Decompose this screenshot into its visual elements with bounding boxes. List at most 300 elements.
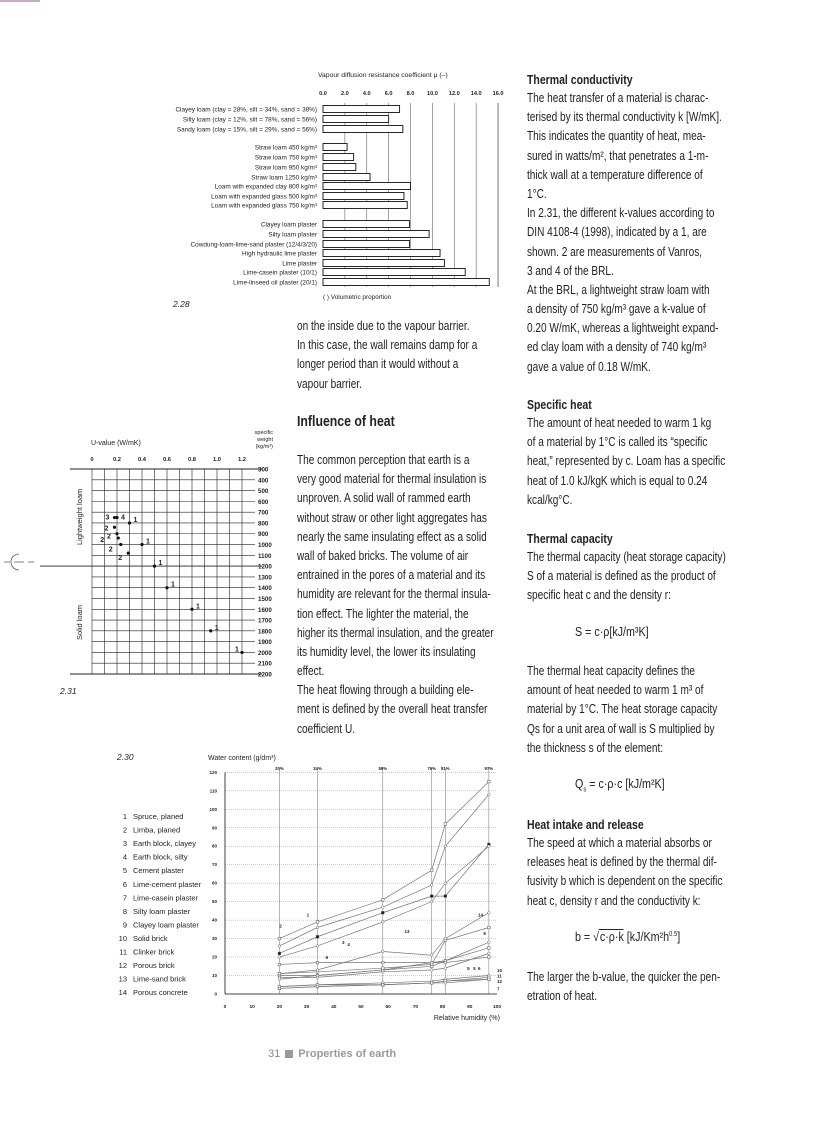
legend-number: 1 xyxy=(122,812,127,821)
heading-thermal-capacity: Thermal capacity xyxy=(527,531,613,546)
x-tick-label: 100 xyxy=(492,1005,502,1010)
legend-label: Spruce, planed xyxy=(133,812,184,821)
series-marker xyxy=(444,845,447,848)
series-annotation: 11 xyxy=(497,973,502,979)
series-marker xyxy=(278,945,281,948)
legend-number: 11 xyxy=(119,947,127,957)
text-line: At the BRL, a lightweight straw loam with xyxy=(527,282,710,297)
series-marker xyxy=(381,911,384,914)
series-marker xyxy=(488,780,491,783)
text-line: S of a material is defined as the product of xyxy=(527,569,716,584)
series-marker xyxy=(316,926,319,929)
series-annotation: 10 xyxy=(497,967,503,973)
y-tick-label: 90 xyxy=(211,825,217,831)
y-tick-label: 0 xyxy=(214,991,217,997)
data-point xyxy=(117,536,120,539)
y-axis-label: (kg/m³) xyxy=(255,444,273,450)
series-marker xyxy=(444,961,447,964)
series-annotation: 5 xyxy=(473,965,476,971)
series-marker xyxy=(316,985,319,988)
bar-label: Lime-casein plaster (10/1) xyxy=(243,269,317,277)
legend-number: 5 xyxy=(122,866,127,876)
formula-part: b = √ xyxy=(575,930,600,944)
heading-thermal-conductivity: Thermal conductivity xyxy=(527,72,633,87)
x-tick-label: 20 xyxy=(276,1005,283,1010)
text-line: 3 and 4 of the BRL. xyxy=(527,263,614,278)
text-line: of a material by 1°C is called its “specific xyxy=(527,435,708,450)
x-tick-label: 10 xyxy=(249,1005,255,1010)
bar xyxy=(323,164,356,171)
text-line: Qs for a unit area of wall is S multiplied by xyxy=(527,721,715,736)
series-marker xyxy=(444,895,447,898)
text-line: The larger the b-value, the quicker the pen- xyxy=(527,970,721,984)
x-tick-label: 0 xyxy=(90,457,94,463)
y-tick-label: 110 xyxy=(209,788,217,794)
chart-title: Vapour diffusion resistance coefficient μ (–) xyxy=(318,72,448,79)
data-point xyxy=(115,516,118,519)
text-line: The heat transfer of a material is charac- xyxy=(527,91,709,105)
y-tick-label: 40 xyxy=(211,917,217,923)
square-icon xyxy=(285,1050,293,1058)
bar xyxy=(323,106,400,113)
bar-label: Loam with expanded clay 800 kg/m³ xyxy=(214,183,317,191)
legend-label: Earth block, silty xyxy=(133,852,188,862)
text-line: terised by its thermal conductivity k [W/mK]. xyxy=(527,110,722,125)
bar xyxy=(323,154,354,161)
x-tick-label: 14.0 xyxy=(470,91,482,97)
text-line: The heat flowing through a building ele- xyxy=(297,683,474,698)
data-point xyxy=(113,526,116,529)
top-humidity-label: 20% xyxy=(275,766,284,771)
point-label: 1 xyxy=(235,646,239,654)
series-marker xyxy=(488,978,491,981)
y-tick-label: 2100 xyxy=(258,660,272,668)
formula-part: [kJ/Km²h xyxy=(623,930,670,944)
text-line: kcal/kg°C. xyxy=(527,492,573,507)
x-tick-label: 0.4 xyxy=(137,457,147,463)
text-line: the thickness s of the element: xyxy=(527,740,664,755)
text-line: The speed at which a material absorbs or xyxy=(527,836,712,850)
text-line: fusivity b which is dependent on the specific xyxy=(527,874,723,889)
legend-number: 14 xyxy=(118,988,127,998)
legend-number: 6 xyxy=(122,879,127,889)
bar-label: Silty loam (clay = 12%, silt = 78%, sand = 56%) xyxy=(182,116,317,124)
legend-label: Clinker brick xyxy=(133,947,175,957)
text-line: longer period than it would without a xyxy=(297,357,459,372)
heading-influence-of-heat: Influence of heat xyxy=(297,413,395,430)
series-marker xyxy=(488,926,491,929)
y-tick-label: 300 xyxy=(258,466,269,474)
x-tick-label: 70 xyxy=(412,1005,419,1010)
formula-thermal-diffusivity xyxy=(575,930,680,944)
text-line: a density of 750 kg/m³ gave a k-value of xyxy=(527,302,706,317)
series-marker xyxy=(444,937,447,940)
legend-label: Lime-cement plaster xyxy=(133,879,201,889)
bar-label: Loam with expanded glass 750 kg/m³ xyxy=(211,202,317,210)
series-annotation: 3 xyxy=(341,940,345,946)
series-marker xyxy=(316,935,319,938)
bar-label: Clayey loam plaster xyxy=(260,221,317,229)
text-line: specific heat c and the density r: xyxy=(527,588,671,603)
series-marker xyxy=(444,823,447,826)
legend-label: Silty loam plaster xyxy=(133,906,191,916)
x-tick-label: 0.2 xyxy=(112,457,122,463)
data-point xyxy=(115,532,118,535)
point-label: 1 xyxy=(196,603,200,611)
series-marker xyxy=(278,987,281,990)
text-line: heat of 1.0 kJ/kgK which is equal to 0.24 xyxy=(527,473,708,488)
bar-label: Straw loam 1250 kg/m³ xyxy=(251,174,317,182)
y-tick-label: 1400 xyxy=(258,585,272,593)
text-line: etration of heat. xyxy=(527,989,598,1004)
text-line: without straw or other light aggregates has xyxy=(297,510,487,525)
x-tick-label: 4.0 xyxy=(362,91,371,97)
legend-label: Porous concrete xyxy=(133,988,188,998)
x-tick-label: 40 xyxy=(331,1005,337,1010)
bar xyxy=(323,183,411,190)
y-tick-label: 600 xyxy=(258,498,269,506)
series-marker xyxy=(381,921,384,924)
bar-label: Loam with expanded glass 500 kg/m³ xyxy=(211,193,317,201)
bar-label: Lime plaster xyxy=(282,260,317,268)
formula-subscript: s xyxy=(583,786,587,794)
series-marker xyxy=(430,961,433,964)
bar-label: Straw loam 950 kg/m³ xyxy=(254,164,317,172)
series-annotation: 12 xyxy=(497,978,503,984)
x-tick-label: 16.0 xyxy=(492,91,504,97)
series-marker xyxy=(316,945,319,948)
top-humidity-label: 76% xyxy=(427,766,437,771)
bar-label: Straw loam 450 kg/m³ xyxy=(254,144,317,152)
formula-root: c·ρ·k xyxy=(599,930,624,944)
text-line: heat,” represented by c. Loam has a specific xyxy=(527,454,726,469)
legend-number: 10 xyxy=(118,933,127,943)
series-marker xyxy=(444,882,447,885)
series-marker xyxy=(430,969,433,972)
bar xyxy=(323,174,370,181)
legend-label: Lime-casein plaster xyxy=(133,893,199,903)
legend-label: Limba, planed xyxy=(133,825,181,835)
x-tick-label: 1.0 xyxy=(212,457,222,463)
paragraph-thermal-capacity xyxy=(527,548,726,606)
x-tick-label: 1.2 xyxy=(237,457,247,463)
data-point xyxy=(128,521,131,524)
bar xyxy=(323,250,440,257)
series-annotation: 14 xyxy=(477,912,483,918)
series-marker xyxy=(381,906,384,909)
series-marker xyxy=(278,963,281,966)
x-tick-label: 10.0 xyxy=(426,91,438,97)
series-marker xyxy=(444,982,447,985)
point-label: 1 xyxy=(146,538,150,546)
series-marker xyxy=(278,937,281,940)
figure-number: 2.31 xyxy=(60,686,77,696)
x-tick-label: 80 xyxy=(439,1005,446,1010)
text-line: on the inside due to the vapour barrier. xyxy=(297,319,470,333)
point-label: 1 xyxy=(171,581,175,589)
figure-number: 2.28 xyxy=(173,299,190,309)
zone-label-lightweight: Lightweight loam xyxy=(75,488,84,545)
x-tick-label: 0.0 xyxy=(319,91,327,97)
series-annotation: 6 xyxy=(325,954,329,960)
text-line: In 2.31, the different k-values according to xyxy=(527,206,715,221)
point-label: 1 xyxy=(214,624,219,632)
legend-label: Solid brick xyxy=(133,933,168,943)
series-annotation: 7 xyxy=(497,986,500,992)
bar xyxy=(323,193,404,200)
series-line xyxy=(279,795,488,946)
legend-label: Clayey loam plaster xyxy=(133,920,199,930)
bar xyxy=(323,202,407,209)
page-footer xyxy=(268,1048,396,1060)
y-tick-label: 30 xyxy=(211,936,217,942)
bar xyxy=(323,221,409,228)
data-point xyxy=(209,629,212,632)
series-annotation: 1 xyxy=(306,912,310,918)
top-humidity-label: 81% xyxy=(441,766,450,771)
series-marker xyxy=(278,972,281,975)
point-label: 4 xyxy=(121,514,125,522)
y-tick-label: 50 xyxy=(211,899,217,905)
x-tick-label: 50 xyxy=(358,1005,364,1010)
series-marker xyxy=(430,869,433,872)
text-line: vapour barrier. xyxy=(297,376,362,391)
series-marker xyxy=(381,961,384,964)
text-line: entrained in the pores of a material and its xyxy=(297,568,486,583)
data-point xyxy=(240,651,243,654)
bar xyxy=(323,241,409,248)
text-line: 0.20 W/mK, whereas a lightweight expand- xyxy=(527,321,719,336)
text-line: material by 1°C. The heat storage capacity xyxy=(527,702,718,717)
data-point xyxy=(153,565,156,568)
text-line: effect. xyxy=(297,664,325,679)
legend-label: Porous brick xyxy=(133,961,175,971)
series-marker xyxy=(488,956,491,959)
series-marker xyxy=(430,884,433,887)
series-annotation: 4 xyxy=(347,941,350,947)
series-annotation: 6 xyxy=(477,965,481,971)
series-marker xyxy=(444,967,447,970)
formula-part: Q xyxy=(575,777,584,791)
formula-heat-storage xyxy=(575,777,665,794)
top-humidity-label: 34% xyxy=(313,766,322,771)
series-marker xyxy=(381,967,384,970)
point-label: 1 xyxy=(133,516,138,524)
figure-note: ( ) Volumetric proportion xyxy=(323,294,392,301)
series-marker xyxy=(430,954,433,957)
bar xyxy=(323,231,429,238)
text-line: The thermal heat capacity defines the xyxy=(527,664,696,678)
text-line: sured in watts/m², that penetrates a 1-m- xyxy=(527,148,709,163)
text-line: coefficient U. xyxy=(297,721,356,736)
series-marker xyxy=(316,961,319,964)
series-marker xyxy=(278,978,281,981)
series-marker xyxy=(316,921,319,924)
legend-number: 3 xyxy=(122,839,127,849)
paragraph-specific-heat xyxy=(527,414,725,510)
series-marker xyxy=(381,899,384,902)
y-tick-label: 1700 xyxy=(258,617,272,625)
formula-part: = c·ρ·c [kJ/m²K] xyxy=(586,777,665,791)
data-point xyxy=(127,552,130,555)
series-marker xyxy=(381,950,384,953)
legend-number: 7 xyxy=(122,893,127,903)
x-tick-label: 12.0 xyxy=(448,91,460,97)
x-tick-label: 0.6 xyxy=(162,457,172,463)
series-marker xyxy=(488,947,491,950)
text-line: This indicates the quantity of heat, mea- xyxy=(527,129,706,144)
point-label: 2 xyxy=(107,533,111,541)
legend-number: 9 xyxy=(122,920,127,930)
legend-number: 13 xyxy=(118,974,127,984)
section-title: Properties of earth xyxy=(298,1048,397,1060)
heading-heat-intake: Heat intake and release xyxy=(527,817,644,832)
x-tick-label: 60 xyxy=(385,1005,391,1010)
legend-number: 2 xyxy=(122,825,127,835)
series-annotation: 9 xyxy=(483,930,486,936)
text-line: its humidity level, the lower its insulating xyxy=(297,644,476,659)
bar-label: Lime-linseed oil plaster (20/1) xyxy=(233,279,317,287)
y-tick-label: 2200 xyxy=(258,671,272,679)
series-annotation: 13 xyxy=(404,929,410,935)
data-point xyxy=(190,608,193,611)
bar xyxy=(323,144,347,151)
text-line: amount of heat needed to warm 1 m³ of xyxy=(527,683,704,698)
data-point xyxy=(140,543,143,546)
top-humidity-label: 97% xyxy=(484,766,494,771)
series-marker xyxy=(316,969,319,972)
legend-label: Lime-sand brick xyxy=(133,974,186,984)
y-axis-label: weight xyxy=(257,437,273,443)
heading-specific-heat: Specific heat xyxy=(527,397,592,412)
series-marker xyxy=(488,911,491,914)
text-line: heat c, density r and the conductivity k: xyxy=(527,893,701,908)
y-tick-label: 1000 xyxy=(258,542,272,550)
series-marker xyxy=(488,793,491,796)
x-tick-label: 0 xyxy=(223,1005,227,1010)
y-tick-label: 1100 xyxy=(258,552,272,560)
bar xyxy=(323,279,489,286)
point-label: 1 xyxy=(158,560,163,568)
y-tick-label: 80 xyxy=(211,843,217,849)
text-line: thick wall at a temperature difference of xyxy=(527,167,703,182)
bar-label: Sandy loam (clay = 15%, silt = 29%, sand = 56%) xyxy=(176,126,317,134)
text-line: 1°C. xyxy=(527,186,547,201)
legend-label: Cement plaster xyxy=(133,866,184,876)
paragraph-thermal-conductivity xyxy=(527,89,722,377)
text-line: wall of baked bricks. The volume of air xyxy=(297,548,469,563)
legend-number: 8 xyxy=(122,906,127,916)
bar xyxy=(323,126,403,133)
formula-superscript: 0.5 xyxy=(669,930,678,938)
bar-label: Silty loam plaster xyxy=(268,231,317,239)
bar-label: High hydraulic lime plaster xyxy=(242,250,317,258)
text-line: The amount of heat needed to warm 1 kg xyxy=(527,416,712,430)
point-label: 2 xyxy=(104,525,109,533)
text-line: nearly the same insulating effect as a solid xyxy=(297,529,487,544)
point-label: 2 xyxy=(108,546,113,554)
bar xyxy=(323,269,465,276)
point-label: 2 xyxy=(118,555,123,563)
y-tick-label: 1900 xyxy=(258,639,272,647)
text-line: ment is defined by the overall heat transfer xyxy=(297,702,488,717)
text-line: very good material for thermal insulation is xyxy=(297,472,487,487)
legend-number: 12 xyxy=(118,961,127,971)
x-tick-label: 30 xyxy=(303,1005,310,1010)
y-tick-label: 1800 xyxy=(258,628,272,636)
point-label: 3 xyxy=(105,514,110,522)
paragraph-influence-of-heat xyxy=(297,451,494,739)
y-tick-label: 500 xyxy=(258,488,269,496)
x-tick-label: 6.0 xyxy=(384,91,393,97)
series-marker xyxy=(430,900,433,903)
text-line: tion effect. The lighter the material, the xyxy=(297,606,469,621)
x-axis-label: Relative humidity (%) xyxy=(433,1015,500,1022)
y-tick-label: 2000 xyxy=(258,649,272,657)
y-tick-label: 1300 xyxy=(258,574,272,582)
series-annotation: 2 xyxy=(279,923,282,929)
text-line: unproven. A solid wall of rammed earth xyxy=(297,491,471,506)
formula-thermal-capacity: S = c·ρ[kJ/m³K] xyxy=(575,625,649,639)
text-line: releases heat is defined by the thermal dif- xyxy=(527,855,717,870)
y-tick-label: 10 xyxy=(211,973,217,979)
text-line: gave a value of 0.18 W/mK. xyxy=(527,359,651,374)
text-line: ed clay loam with a density of 740 kg/m³ xyxy=(527,340,707,355)
series-marker xyxy=(430,895,433,898)
y-tick-label: 400 xyxy=(258,477,269,485)
y-tick-label: 700 xyxy=(258,509,269,517)
series-marker xyxy=(488,845,491,848)
y-tick-label: 1200 xyxy=(258,563,272,571)
series-annotation: 5 xyxy=(467,965,470,971)
paragraph-heat-capacity xyxy=(527,662,717,758)
text-line: shown. 2 are measurements of Vanros, xyxy=(527,244,703,259)
text-line: humidity are relevant for the thermal insula- xyxy=(297,587,491,602)
bar xyxy=(323,260,444,267)
formula-part: ] xyxy=(677,930,681,944)
series-marker xyxy=(488,941,491,944)
x-tick-label: 90 xyxy=(467,1005,473,1010)
legend-number: 4 xyxy=(122,852,127,862)
x-tick-label: 8.0 xyxy=(406,91,415,97)
paragraph-heat-intake xyxy=(527,834,722,911)
bar-label: Clayey loam (clay = 28%, silt = 34%, sand = 38%) xyxy=(175,106,317,114)
y-tick-label: 800 xyxy=(258,520,269,528)
y-tick-label: 1500 xyxy=(258,595,272,603)
y-axis-label: Water content (g/dm³) xyxy=(208,755,276,762)
series-marker xyxy=(430,982,433,985)
data-point xyxy=(165,586,168,589)
y-tick-label: 60 xyxy=(211,880,217,886)
page-number: 31 xyxy=(268,1048,281,1060)
x-tick-label: 2.0 xyxy=(340,91,349,97)
series-marker xyxy=(278,952,281,955)
paragraph-vapour-barrier xyxy=(297,317,477,394)
bar-label: Cowdung-loam-lime-sand plaster (12/4/3/20) xyxy=(190,241,317,249)
y-tick-label: 70 xyxy=(211,862,217,868)
y-tick-label: 100 xyxy=(209,806,217,812)
point-label: 2 xyxy=(100,537,105,545)
series-marker xyxy=(488,952,491,955)
data-point xyxy=(119,543,122,546)
bar xyxy=(323,116,389,123)
text-line: In this case, the wall remains damp for a xyxy=(297,338,478,353)
y-tick-label: 120 xyxy=(209,769,217,775)
zone-label-solid: Solid loam xyxy=(75,604,84,640)
series-line xyxy=(279,782,488,939)
top-humidity-label: 58% xyxy=(378,766,388,771)
text-line: higher its thermal insulation, and the greater xyxy=(297,625,494,640)
